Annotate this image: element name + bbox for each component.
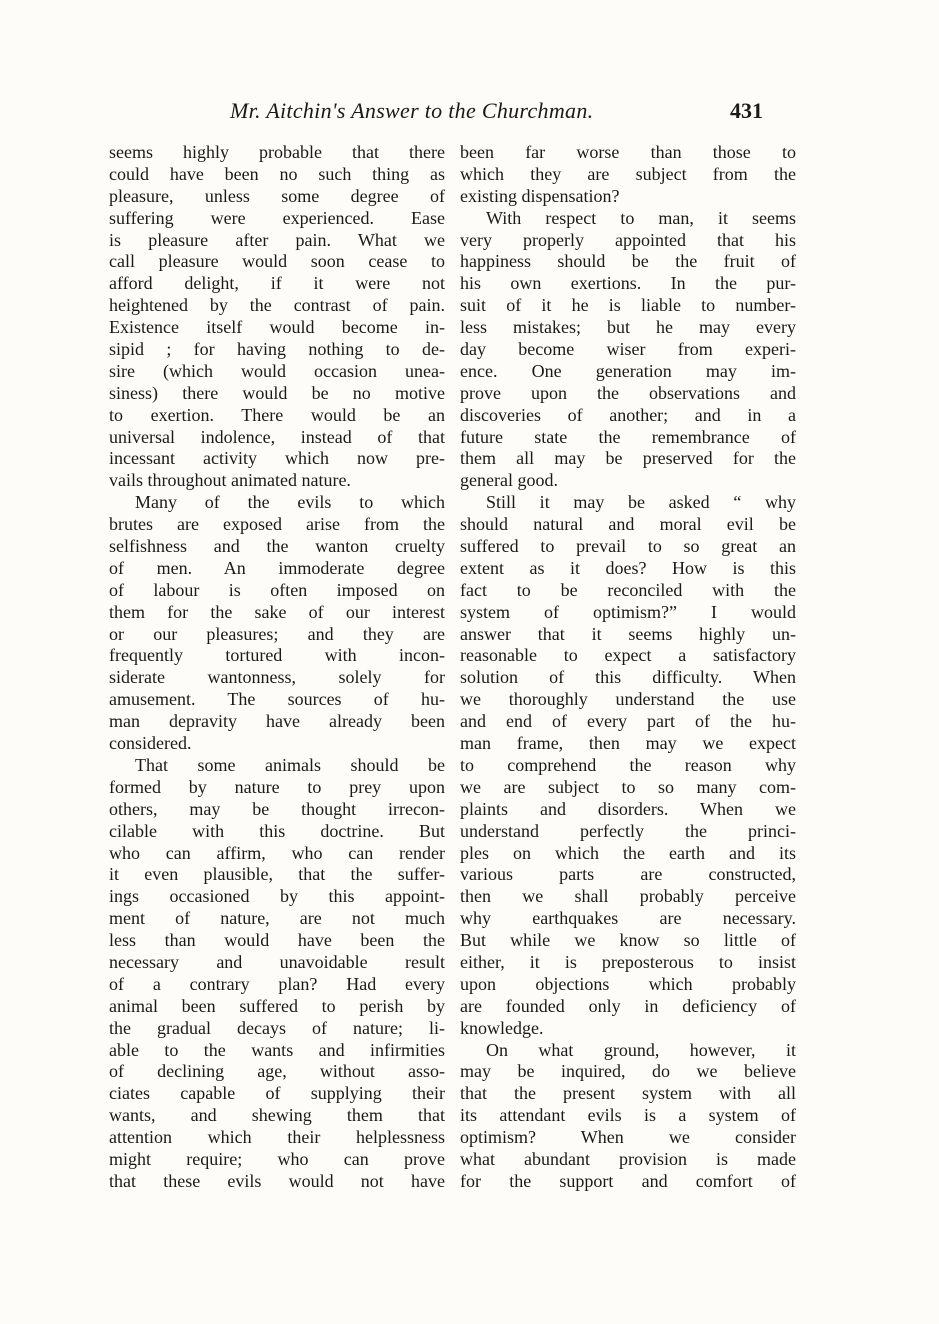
text-line: which they are subject from the bbox=[460, 163, 796, 184]
text-line: that the present system with all bbox=[460, 1083, 796, 1104]
text-line: ciates capable of supplying their bbox=[109, 1083, 445, 1104]
text-line: is pleasure after pain. What we bbox=[109, 229, 445, 250]
text-line: sipid ; for having nothing to de- bbox=[109, 339, 445, 360]
text-line: of labour is often imposed on bbox=[109, 579, 445, 600]
text-line: to exertion. There would be an bbox=[109, 404, 445, 425]
text-line: and end of every part of the hu- bbox=[460, 711, 796, 732]
text-line: to comprehend the reason why bbox=[460, 754, 796, 775]
text-line: that these evils would not have bbox=[109, 1170, 445, 1191]
text-line: ence. One generation may im- bbox=[460, 360, 796, 381]
right-text-column bbox=[460, 142, 796, 1193]
text-line: necessary and unavoidable result bbox=[109, 951, 445, 972]
text-line: less than would have been the bbox=[109, 930, 445, 951]
text-line: extent as it does? How is this bbox=[460, 557, 796, 578]
text-line: should natural and moral evil be bbox=[460, 514, 796, 535]
text-line: various parts are constructed, bbox=[460, 864, 796, 885]
text-line: formed by nature to prey upon bbox=[109, 776, 445, 797]
text-line: reasonable to expect a satisfactory bbox=[460, 645, 796, 666]
text-line: With respect to man, it seems bbox=[486, 207, 796, 228]
text-line: very properly appointed that his bbox=[460, 229, 796, 250]
text-line: or our pleasures; and they are bbox=[109, 623, 445, 644]
text-line: them for the sake of our interest bbox=[109, 601, 445, 622]
text-line: On what ground, however, it bbox=[486, 1039, 796, 1060]
text-line: considered. bbox=[109, 733, 192, 754]
text-line: either, it is preposterous to insist bbox=[460, 951, 796, 972]
text-line: suffering were experienced. Ease bbox=[109, 207, 445, 228]
text-line: of men. An immoderate degree bbox=[109, 557, 445, 578]
text-line: answer that it seems highly un- bbox=[460, 623, 796, 644]
text-line: plaints and disorders. When we bbox=[460, 798, 796, 819]
text-line: knowledge. bbox=[460, 1017, 544, 1038]
text-line: suffered to prevail to so great an bbox=[460, 536, 796, 557]
text-line: siderate wantonness, solely for bbox=[109, 667, 445, 688]
running-title: Mr. Aitchin's Answer to the Churchman. bbox=[230, 98, 594, 123]
text-line: amusement. The sources of hu- bbox=[109, 689, 445, 710]
text-line: heightened by the contrast of pain. bbox=[109, 295, 445, 316]
text-line: ples on which the earth and its bbox=[460, 842, 796, 863]
text-line: man frame, then may we expect bbox=[460, 733, 796, 754]
text-line: system of optimism?” I would bbox=[460, 601, 796, 622]
text-line: cilable with this doctrine. But bbox=[109, 820, 445, 841]
text-line: pleasure, unless some degree of bbox=[109, 185, 445, 206]
text-line: who can affirm, who can render bbox=[109, 842, 445, 863]
text-line: Still it may be asked “ why bbox=[486, 492, 796, 513]
text-line: could have been no such thing as bbox=[109, 163, 445, 184]
text-line: wants, and shewing them that bbox=[109, 1105, 445, 1126]
text-line: That some animals should be bbox=[135, 754, 445, 775]
text-line: others, may be thought irrecon- bbox=[109, 798, 445, 819]
text-line: ings occasioned by this appoint- bbox=[109, 886, 445, 907]
text-line: suit of it he is liable to number- bbox=[460, 295, 796, 316]
text-line: the gradual decays of nature; li- bbox=[109, 1017, 445, 1038]
text-line: man depravity have already been bbox=[109, 711, 445, 732]
text-line: attention which their helplessness bbox=[109, 1127, 445, 1148]
text-line: day become wiser from experi- bbox=[460, 339, 796, 360]
page-number: 431 bbox=[730, 98, 763, 123]
text-line: general good. bbox=[460, 470, 558, 491]
text-line: what abundant provision is made bbox=[460, 1148, 796, 1169]
text-line: then we shall probably perceive bbox=[460, 886, 796, 907]
text-line: animal been suffered to perish by bbox=[109, 995, 445, 1016]
text-line: less mistakes; but he may every bbox=[460, 317, 796, 338]
text-line: Existence itself would become in- bbox=[109, 317, 445, 338]
text-line: Many of the evils to which bbox=[135, 492, 445, 513]
text-line: seems highly probable that there bbox=[109, 142, 445, 162]
text-line: of declining age, without asso- bbox=[109, 1061, 445, 1082]
text-line: been far worse than those to bbox=[460, 142, 796, 162]
text-line: his own exertions. In the pur- bbox=[460, 273, 796, 294]
text-line: universal indolence, instead of that bbox=[109, 426, 445, 447]
text-line: why earthquakes are necessary. bbox=[460, 908, 796, 929]
text-line: happiness should be the fruit of bbox=[460, 251, 796, 272]
text-line: frequently tortured with incon- bbox=[109, 645, 445, 666]
text-line: them all may be preserved for the bbox=[460, 448, 796, 469]
text-line: But while we know so little of bbox=[460, 930, 796, 951]
text-line: we thoroughly understand the use bbox=[460, 689, 796, 710]
text-line: might require; who can prove bbox=[109, 1148, 445, 1169]
text-line: of a contrary plan? Had every bbox=[109, 973, 445, 994]
text-line: it even plausible, that the suffer- bbox=[109, 864, 445, 885]
text-line: for the support and comfort of bbox=[460, 1170, 796, 1191]
text-line: existing dispensation? bbox=[460, 185, 620, 206]
text-line: discoveries of another; and in a bbox=[460, 404, 796, 425]
text-line: may be inquired, do we believe bbox=[460, 1061, 796, 1082]
text-line: ment of nature, are not much bbox=[109, 908, 445, 929]
text-line: future state the remembrance of bbox=[460, 426, 796, 447]
text-line: solution of this difficulty. When bbox=[460, 667, 796, 688]
text-line: sire (which would occasion unea- bbox=[109, 360, 445, 381]
text-line: upon objections which probably bbox=[460, 973, 796, 994]
text-line: we are subject to so many com- bbox=[460, 776, 796, 797]
text-line: able to the wants and infirmities bbox=[109, 1039, 445, 1060]
text-line: fact to be reconciled with the bbox=[460, 579, 796, 600]
text-line: vails throughout animated nature. bbox=[109, 470, 351, 491]
text-line: siness) there would be no motive bbox=[109, 382, 445, 403]
text-line: its attendant evils is a system of bbox=[460, 1105, 796, 1126]
text-line: call pleasure would soon cease to bbox=[109, 251, 445, 272]
left-text-column bbox=[109, 142, 445, 1193]
text-line: afford delight, if it were not bbox=[109, 273, 445, 294]
text-line: are founded only in deficiency of bbox=[460, 995, 796, 1016]
text-line: prove upon the observations and bbox=[460, 382, 796, 403]
text-line: brutes are exposed arise from the bbox=[109, 514, 445, 535]
text-line: understand perfectly the princi- bbox=[460, 820, 796, 841]
text-line: selfishness and the wanton cruelty bbox=[109, 536, 445, 557]
text-line: optimism? When we consider bbox=[460, 1127, 796, 1148]
text-line: incessant activity which now pre- bbox=[109, 448, 445, 469]
